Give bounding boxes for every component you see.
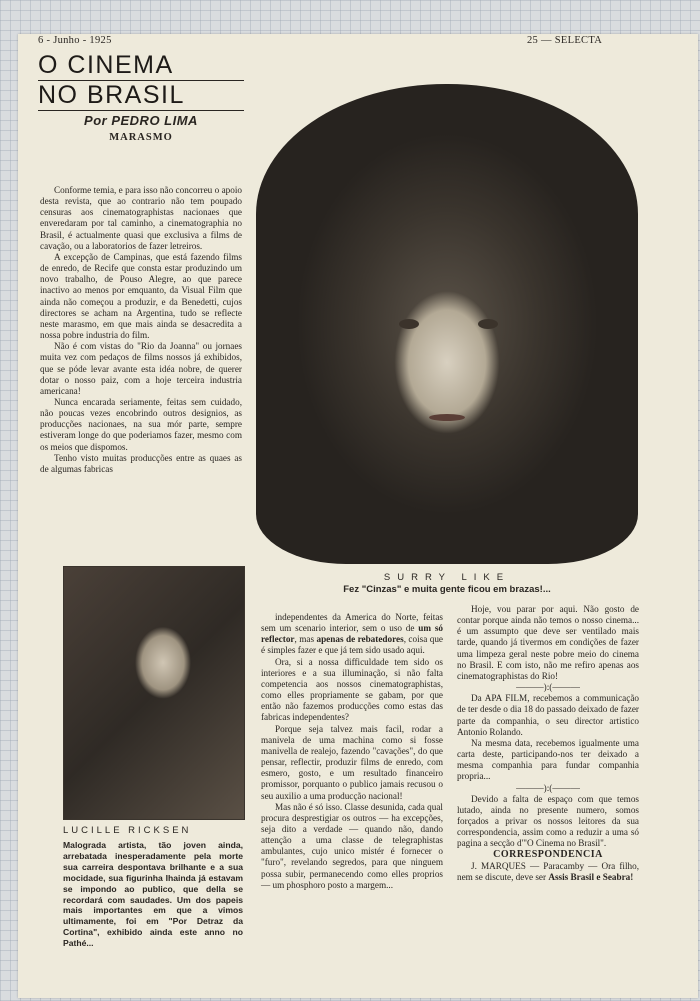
title-line-1: O CINEMA (38, 51, 174, 79)
correspondence-entry: J. MARQUES — Paracamby — Ora filho, nem se discute, deve ser Assis Brasil e Seabra! (457, 860, 639, 882)
article-title-block (38, 51, 244, 143)
paragraph: Porque seja talvez mais facil, rodar a manivela de uma machina como si fosse manivella de realejo, fazendo "cavações", do que pensar, reflectir, produzir films de enredo, com esmero, gosto, e um resultado financeiro promissor, porquanto o publico jamais recusou o seu auxilio a uma producção nacional! (261, 723, 443, 801)
paragraph: Conforme temia, e para isso não concorreu o apoio desta revista, que ao contrario não tem poupado censuras aos cinematographistas nacionaes que enveredaram por tal caminho, a cinematographia no Brasil, é actualmente quasi que exclusiva a films de cavação, ou a laboratorios de fazer letreiros. (40, 185, 242, 251)
section-divider: ———):(——— (516, 782, 580, 793)
paragraph: Hoje, vou parar por aqui. Não gosto de contar porque ainda não temos o nosso cinema... é um assumpto que deve ser ventilado mais tarde, quando já tivermos em condições de fazer uma limpeza geral neste pobre meio do cinema no Brasil. E com isto, não me refiro apenas aos cinematographistas do Rio! (457, 604, 639, 681)
surry-like-portrait (256, 84, 638, 564)
lucille-ricksen-photo (63, 566, 245, 820)
paragraph: A excepção de Campinas, que está fazendo films de enredo, de Recife que consta estar produzindo um novo trabalho, de Pouso Alegre, ao que parece inactivo ao menos por emquanto, da Visual Film que ainda não começou a produzir, e da Benedetti, cujos directores se acham na Argentina, tudo se reflecte neste marasmo, em que mais ainda se desacredita a nossa pobre industria do film. (40, 251, 242, 341)
page-date: 6 - Junho - 1925 (38, 35, 112, 46)
paragraph: Devido a falta de espaço com que temos lutado, ainda no presente numero, somos forçados a privar os nossos leitores da sua correspondencia, assim como a reduzir a uma só pagina a secção d'"O Cinema no Brasil". (457, 793, 639, 849)
column-right-text (457, 604, 639, 883)
column-left-text (40, 185, 242, 475)
section-divider: ———):(——— (516, 682, 580, 693)
portrait-mouth (429, 414, 465, 421)
portrait-eye-left (399, 319, 419, 329)
paragraph: Não é com vistas do "Rio da Joanna" ou jornaes muita vez com pedaços de films nossos já exhibidos, que se póde levar avante esta idéa nobre, de querer dotar o nosso paiz, com a hoje terceira industria americana! (40, 341, 242, 396)
paragraph: Na mesma data, recebemos igualmente uma carta deste, participando-nos ter deixado a mesma companhia para fundar companhia propria... (457, 737, 639, 782)
title-rule (38, 110, 244, 111)
page-number-masthead: 25 — SELECTA (527, 35, 603, 46)
correspondence-heading: CORRESPONDENCIA (493, 849, 603, 861)
portrait-eye-right (478, 319, 498, 329)
paragraph: Ora, si a nossa difficuldade tem sido os interiores e a sua illuminação, si não falta competencia aos nossos cinematographistas, como elles propriamente se gabam, por que então não fazemos producções como estas das fabricas independentes? (261, 656, 443, 723)
portrait-caption-name: SURRY LIKE (383, 572, 511, 583)
paragraph: Tenho visto muitas producções entre as quaes as de algumas fabricas (40, 452, 242, 474)
paragraph: Da APA FILM, recebemos a communicação de ter desde o dia 18 do passado deixado de fazer parte da companhia, o seu director artistico Antonio Rolando. (457, 693, 639, 737)
photo-caption-text (63, 840, 243, 949)
paragraph: Nunca encarada seriamente, feitas sem cuidado, não poucas vezes encobrindo outros designios, as producções nacionaes, na sua mór parte, sempre estiveram longe do que poderiamos fazer, mesmo com os meios que dispomos. (40, 396, 242, 452)
paragraph: Mas não é só isso. Classe desunida, cada qual procura desprestigiar os outros — ha excepções, seja dito a verdade — quando não, dando attenção a uma classe de telegraphistas ambulantes, cujo unico mistér é fornecer o "furo", revelando segredos, para que ninguem possa subir, permanecendo como elles proprios — um phosphoro posto a margem... (261, 801, 443, 890)
column-middle-text (261, 612, 443, 891)
caption-paragraph: Malograda artista, tão joven ainda, arrebatada inesperadamente pela morte sua carreira despontava brilhante e a sua mocidade, sua figurinha Ihainda já estavam se impondo ao publico, que della se recordará com saudades. Um dos papeis mais importantes em que a vimos ultimamente, foi em "Por Detraz da Cortina", exhibido ainda este anno no Pathé... (63, 840, 243, 949)
portrait-caption-text: Fez "Cinzas" e muita gente ficou em brazas!... (343, 584, 551, 595)
byline: Por PEDRO LIMA (84, 113, 198, 128)
paragraph: independentes da America do Norte, feitas sem um scenario interior, sem o uso de um só reflector, mas apenas de rebatedores, coisa que é simples fazer e que já tem sido usado aqui. (261, 612, 444, 656)
section-heading: MARASMO (109, 132, 173, 143)
photo-caption-name: LUCILLE RICKSEN (63, 825, 192, 836)
title-line-2: NO BRASIL (38, 81, 185, 109)
